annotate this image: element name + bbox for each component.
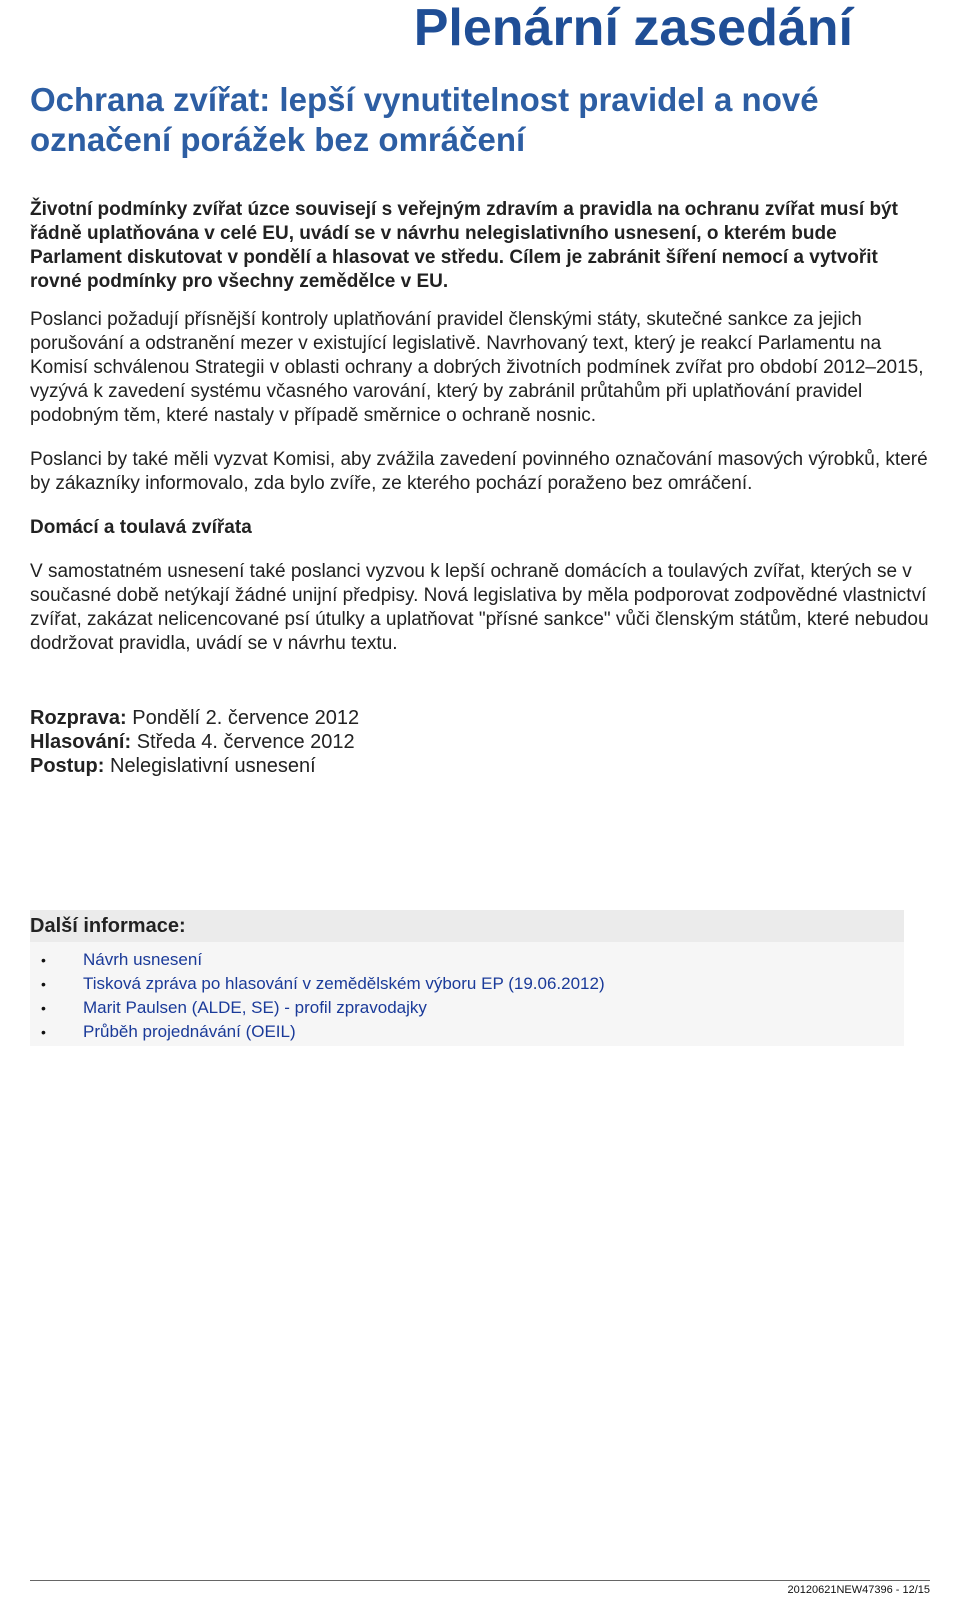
procedure-file-link[interactable]: Průběh projednávání (OEIL) bbox=[83, 1022, 296, 1041]
procedure-label: Postup: bbox=[30, 755, 105, 777]
vote-date: Středa 4. července 2012 bbox=[131, 731, 355, 753]
article-paragraph: Poslanci by také měli vyzvat Komisi, aby zvážila zavedení povinného označování masových výrobků, které by zákazníky informovalo, zda bylo zvíře, ze kterého pochází poraženo bez omráčení. bbox=[30, 449, 928, 494]
bullet-icon: • bbox=[41, 1000, 46, 1016]
list-item bbox=[30, 972, 904, 996]
bullet-icon: • bbox=[41, 976, 46, 992]
footer-divider bbox=[30, 1580, 930, 1581]
debate-date: Pondělí 2. července 2012 bbox=[126, 707, 360, 729]
resolution-draft-link[interactable]: Návrh usnesení bbox=[83, 950, 203, 969]
article-body bbox=[30, 198, 930, 778]
list-item bbox=[30, 1020, 904, 1044]
list-item bbox=[30, 996, 904, 1020]
debate-row bbox=[30, 706, 930, 730]
procedure-info bbox=[30, 706, 930, 778]
article-paragraph: V samostatném usnesení také poslanci vyzvou k lepší ochraně domácích a toulavých zvířat, kterých se v současné době netýkají žádné unijní předpisy. Nová legislativa by měla podporovat zodpovědné vlastnictví zvířat, zakázat nelicencované psí útulky a uplatňovat "přísné sankce" vůči členským státům, které nebudou dodržovat pravidla, uvádí se v návrhu textu. bbox=[30, 561, 929, 654]
bullet-icon: • bbox=[41, 952, 46, 968]
section-subheading: Domácí a toulavá zvířata bbox=[30, 517, 252, 538]
vote-row bbox=[30, 730, 930, 754]
procedure-type: Nelegislativní usnesení bbox=[104, 755, 316, 777]
more-info-list bbox=[30, 948, 904, 1044]
more-info-heading: Další informace: bbox=[30, 910, 904, 942]
rapporteur-profile-link[interactable]: Marit Paulsen (ALDE, SE) - profil zpravodajky bbox=[83, 998, 427, 1017]
bullet-icon: • bbox=[41, 1024, 46, 1040]
procedure-row bbox=[30, 754, 930, 778]
article-title: Ochrana zvířat: lepší vynutitelnost pravidel a nové označení porážek bez omráčení bbox=[30, 81, 819, 158]
article-lead: Životní podmínky zvířat úzce souvisejí s veřejným zdravím a pravidla na ochranu zvířat musí být řádně uplatňována v celé EU, uvádí se v návrhu nelegislativního usnesení, o kterém bude Parlament diskutovat v pondělí a hlasovat ve středu. Cílem je zabránit šíření nemocí a vytvořit rovné podmínky pro všechny zemědělce v EU. bbox=[30, 199, 898, 292]
press-release-link[interactable]: Tisková zpráva po hlasování v zemědělském výboru EP (19.06.2012) bbox=[83, 974, 605, 993]
page-reference: 20120621NEW47396 - 12/15 bbox=[787, 1584, 930, 1596]
debate-label: Rozprava: bbox=[30, 707, 127, 729]
article-paragraph: Poslanci požadují přísnější kontroly uplatňování pravidel členskými státy, skutečné sankce za jejich porušování a odstranění mezer v existující legislativě. Navrhovaný text, který je reakcí Parlamentu na Komisí schválenou Strategii v oblasti ochrany a dobrých životních podmínek zvířat pro období 2012–2015, vyzývá k zavedení systému včasného varování, který by zabránil průtahům při uplatňování pravidel podobným těm, které nastaly v případě směrnice o ochraně nosnic. bbox=[30, 309, 924, 426]
page-section-title: Plenární zasedání bbox=[413, 0, 853, 57]
list-item bbox=[30, 948, 904, 972]
more-info-box bbox=[30, 910, 904, 1046]
vote-label: Hlasování: bbox=[30, 731, 132, 753]
